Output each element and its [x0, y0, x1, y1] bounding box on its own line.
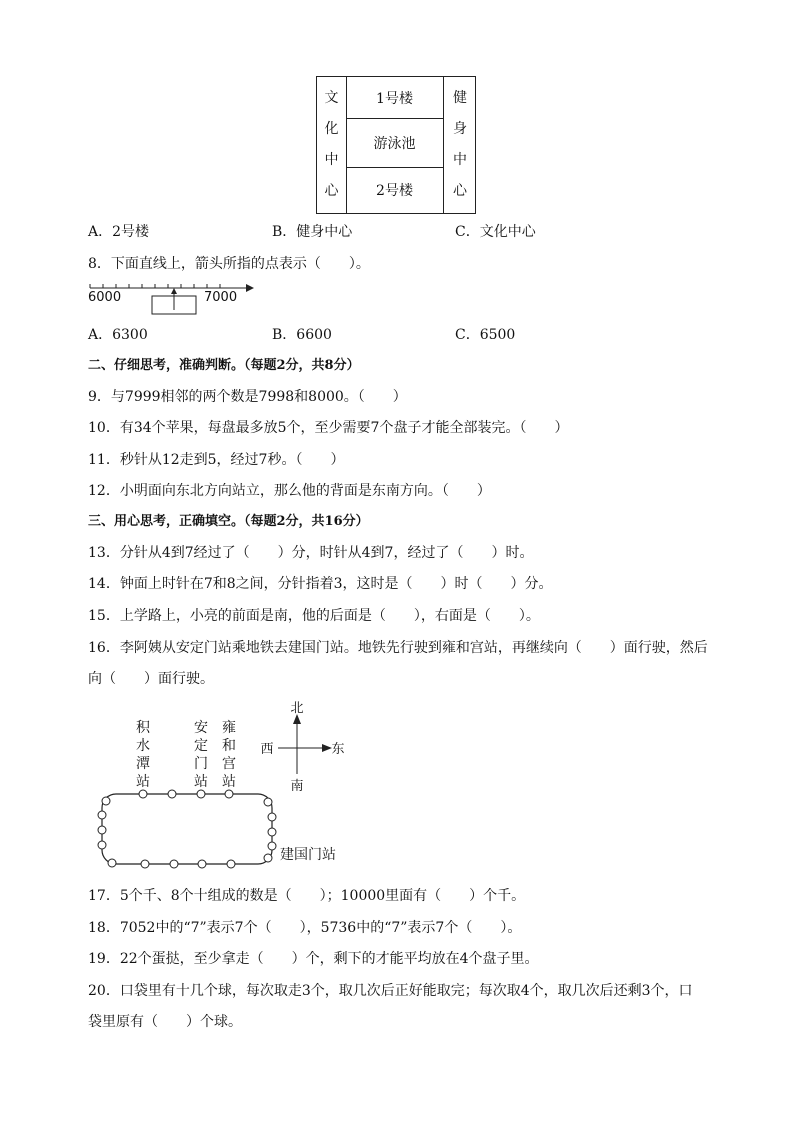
station-yonghegong-char: 宫 [222, 756, 236, 772]
building-2-cell: 2号楼 [376, 183, 413, 199]
station-yonghegong-char: 站 [222, 774, 236, 790]
station-jishuitan-dot [139, 790, 147, 798]
section3-heading: 三、用心思考，正确填空。（每题2分，共16分） [88, 514, 369, 529]
station-yonghegong-dot [225, 790, 233, 798]
culture-char: 文 [324, 90, 339, 106]
q7-option-a: A．2号楼 [88, 224, 150, 240]
q8-number-line [86, 280, 256, 320]
compass-icon [278, 714, 332, 774]
q20-text-line2: 袋里原有（ ）个球。 [88, 1014, 242, 1030]
culture-center-column [317, 77, 347, 213]
station-jishuitan-char: 潭 [136, 756, 150, 772]
station-andingmen-char: 安 [194, 720, 208, 736]
subway-stations [98, 790, 276, 868]
culture-char: 中 [324, 152, 339, 168]
subway-loop-line [102, 794, 272, 864]
station-jishuitan-char: 站 [136, 774, 150, 790]
building-1-cell: 1号楼 [346, 77, 443, 119]
compass-west-label: 西 [260, 742, 274, 757]
section2-heading: 二、仔细思考，准确判断。（每题2分，共8分） [88, 358, 360, 373]
number-line-end-label: 7000 [204, 290, 238, 305]
q8-text: 8．下面直线上，箭头所指的点表示（ ）。 [88, 256, 370, 272]
station-andingmen-char: 门 [194, 756, 208, 772]
fitness-char: 身 [453, 121, 467, 137]
compass-south-label: 南 [290, 779, 304, 794]
fitness-center-column [443, 77, 476, 213]
station-yonghegong-char: 和 [222, 738, 236, 754]
station-jianguomen-label: 建国门站 [280, 847, 336, 863]
station-jishuitan-char: 积 [136, 720, 150, 736]
q7-option-b: B．健身中心 [272, 224, 353, 240]
center-column [346, 77, 443, 213]
swimming-pool-cell: 游泳池 [346, 118, 443, 168]
compass-north-label: 北 [290, 701, 304, 716]
building-layout-figure [316, 76, 476, 214]
q12-text: 12．小明面向东北方向站立，那么他的背面是东南方向。（ ） [88, 483, 491, 499]
q8-option-a: A．6300 [88, 327, 148, 343]
culture-char: 化 [324, 121, 339, 137]
q17-text: 17．5个千、8个十组成的数是（ ）；10000里面有（ ）个千。 [88, 888, 526, 904]
station-andingmen-char: 站 [194, 774, 208, 790]
q8-option-c: C．6500 [455, 327, 516, 343]
station-andingmen-dot [197, 790, 205, 798]
q15-text: 15．上学路上，小亮的前面是南，他的后面是（ ），右面是（ ）。 [88, 608, 540, 624]
number-line-start-label: 6000 [88, 290, 122, 305]
q11-text: 11．秒针从12走到5，经过7秒。（ ） [88, 452, 345, 468]
number-line-arrow-icon [246, 284, 254, 292]
fitness-char: 中 [453, 152, 467, 168]
q16-text-line2: 向（ ）面行驶。 [88, 671, 214, 687]
q7-option-c: C．文化中心 [455, 224, 536, 240]
q10-text: 10．有34个苹果，每盘最多放5个，至少需要7个盘子才能全部装完。（ ） [88, 420, 569, 436]
station-yonghegong-char: 雍 [222, 720, 236, 736]
fitness-char: 健 [453, 90, 467, 106]
q16-text-line1: 16．李阿姨从安定门站乘地铁去建国门站。地铁先行驶到雍和宫站，再继续向（ ）面行驶，然后 [88, 640, 708, 656]
station-jianguomen-dot [264, 854, 272, 862]
q8-option-b: B．6600 [272, 327, 332, 343]
compass-east-label: 东 [331, 742, 345, 757]
q14-text: 14．钟面上时针在7和8之间，分针指着3，这时是（ ）时（ ）分。 [88, 576, 553, 592]
q20-text-line1: 20．口袋里有十几个球，每次取走3个，取几次后正好能取完；每次取4个，取几次后还剩3个，口 [88, 983, 693, 999]
q19-text: 19．22个蛋挞，至少拿走（ ）个，剩下的才能平均放在4个盘子里。 [88, 951, 539, 967]
subway-map-figure [90, 700, 350, 875]
q18-text: 18．7052中的“7”表示7个（ ），5736中的“7”表示7个（ ）。 [88, 920, 522, 936]
q13-text: 13．分针从4到7经过了（ ）分，时针从4到7，经过了（ ）时。 [88, 545, 534, 561]
culture-char: 心 [324, 183, 339, 199]
station-andingmen-char: 定 [194, 738, 208, 754]
station-jishuitan-char: 水 [136, 738, 150, 754]
q9-text: 9．与7999相邻的两个数是7998和8000。（ ） [88, 389, 407, 405]
fitness-char: 心 [453, 183, 467, 199]
